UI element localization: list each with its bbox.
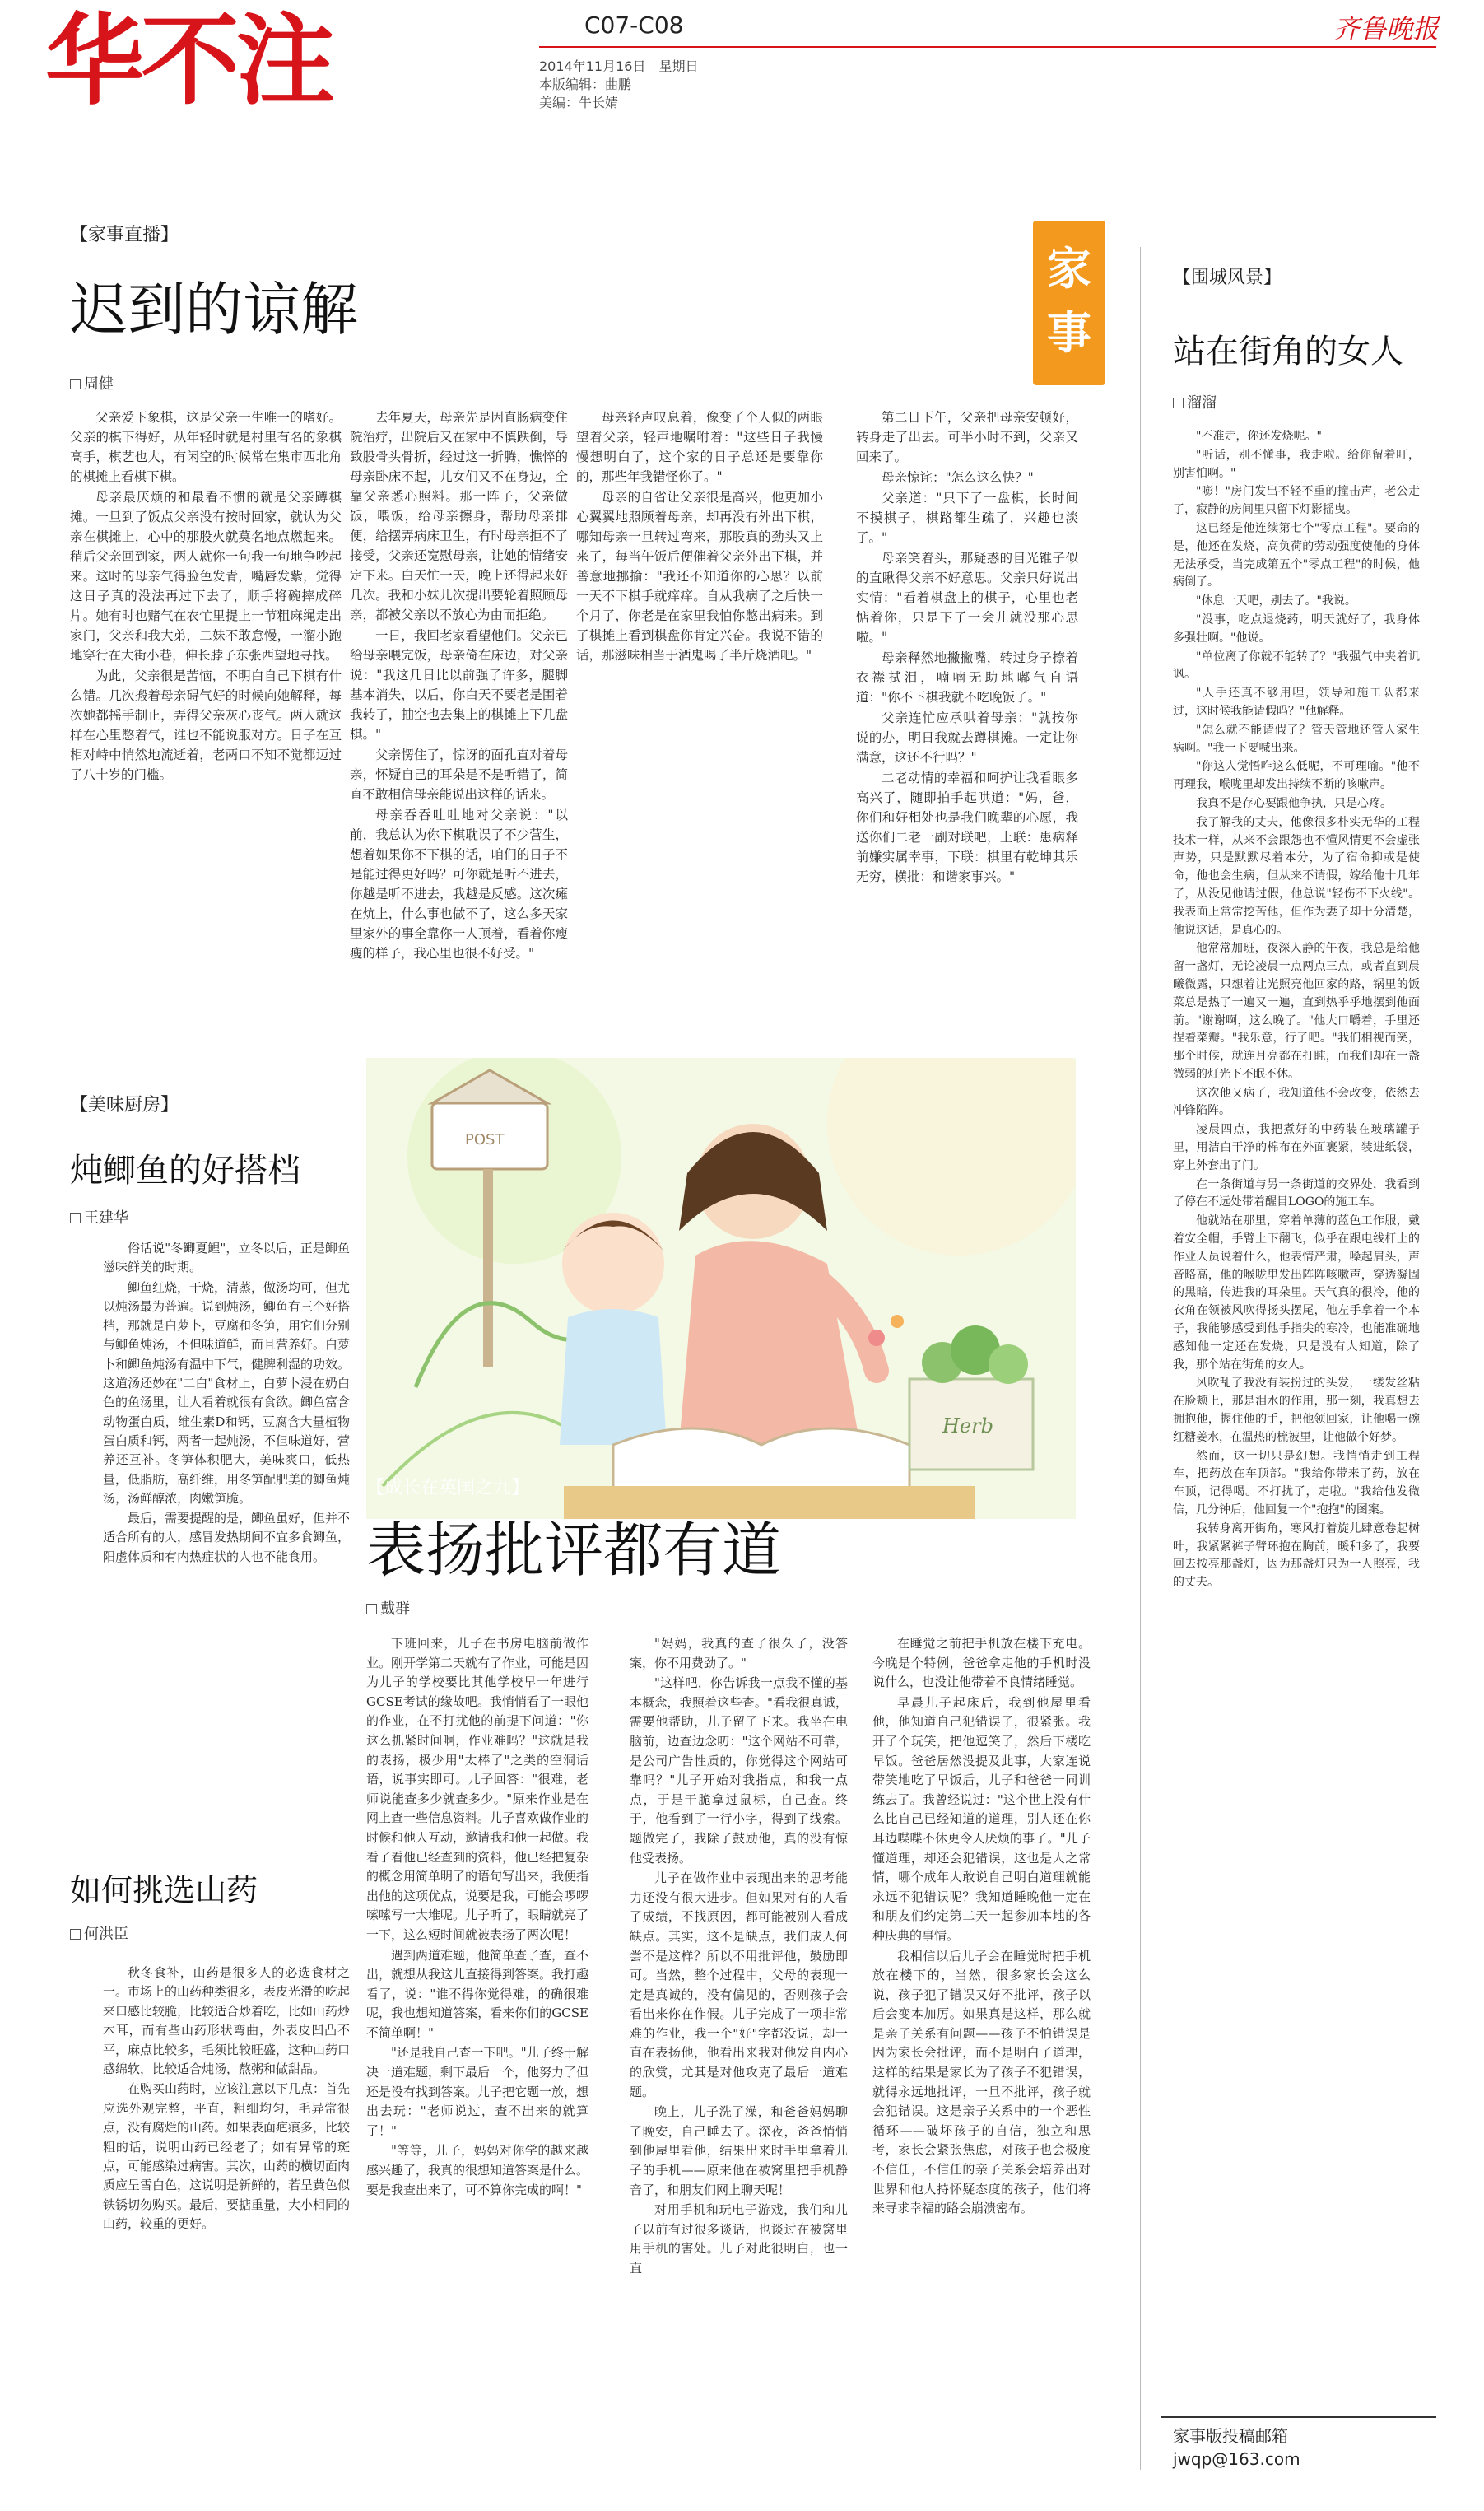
illustration-svg [366, 1058, 1076, 1519]
page-range: C07-C08 [584, 12, 684, 39]
article-column: "妈妈，我真的查了很久了，没答案，你不用费劲了。" "这样吧，你告诉我一点我不懂的基本概念，我照着这些查。"看我很真诚，需要他帮助，儿子留了下来。我坐在电脑前，边查边念叨："这个网站不可靠，是公司广告性质的，你觉得这个网站可靠吗？"儿子开始对我指点，和我一点点，于是干脆拿过鼠标，自己查。终于，他看到了一行小字，得到了线索。题做完了，我除了鼓励他，真的没有惊他受表扬。 儿子在做作业中表现出来的思考能力还没有很大进步。但如果对有的人看了成绩，不找原因，都可能被别人看成缺点。其实，这不是缺点，我们成人何尝不是这样？所以不用批评他，鼓励即可。当然，整个过程中，父母的表现一定是真诚的，没有偏见的，否则孩子会看出来你在作假。儿子完成了一项非常难的作业，我一个"好"字都没说，却一直在表扬他，他看出来我对他发自内心的欣赏，尤其是对他攻克了最后一道难题。 晚上，儿子洗了澡，和爸爸妈妈聊了晚安，自己睡去了。深夜，爸爸悄悄到他屋里看他，结果出来时手里拿着儿子的手机——原来他在被窝里把手机静音了，和朋友们网上聊天呢！ 对用手机和玩电子游戏，我们和儿子以前有过很多谈话，也谈过在被窝里用手机的害处。儿子对此很明白，也一直 [630, 1636, 848, 2276]
family-badge [1033, 221, 1105, 385]
article-column: 在睡觉之前把手机放在楼下充电。今晚是个特例，爸爸拿走他的手机时没说什么，也没让他带着不良情绪睡觉。 早晨儿子起床后，我到他屋里看他，他知道自己犯错误了，很紧张。我开了个玩笑，把他逗笑了，然后下楼吃早饭。爸爸居然没提及此事，大家连说带笑地吃了早饭后，儿子和爸爸一同训练去了。我曾经说过："这个世上没有什么比自己已经知道的道理，别人还在你耳边喋喋不休更令人厌烦的事了。"儿子懂道理，却还会犯错误，这也是人之常情，哪个成年人敢说自己明白道理就能永远不犯错误呢？我知道睡晚他一定在和朋友们约定第二天一起参加本地的各种庆典的事情。 我相信以后儿子会在睡觉时把手机放在楼下的，当然，很多家长会这么说，孩子犯了错误又好不批评，孩子以后会变本加厉。如果真是这样，那么就是亲子关系有问题——孩子不怕错误是因为家长会批评，而不是明白了道理，这样的结果是家长为了孩子不犯错误，就得永远地批评，一旦不批评，孩子就会犯错误。这是亲子关系中的一个恶性循环——破坏孩子的自信，独立和思考，家长会紧张焦虑，对孩子也会极度不信任，不信任的亲子关系会培养出对世界和他人持怀疑态度的孩子，他们将来寻求幸福的路会崩溃密布。 [872, 1636, 1091, 2216]
article-title: 站在街角的女人 [1173, 333, 1403, 370]
byline: 何洪臣 [70, 1922, 128, 1944]
badge-char: 家 [1047, 243, 1091, 295]
newspaper-brand: 齐鲁晚报 [1333, 13, 1440, 44]
editor-credit: 本版编辑：曲鹏 [539, 77, 632, 92]
badge-char: 事 [1047, 307, 1091, 359]
designer-credit: 美编：牛长婧 [539, 95, 619, 110]
byline: 戴群 [366, 1597, 410, 1619]
byline: 王建华 [70, 1206, 128, 1228]
article-column: 下班回来，儿子在书房电脑前做作业。刚开学第二天就有了作业，可能是因为儿子的学校要比其他学校早一年进行GCSE考试的缘故吧。我悄悄看了一眼他的作业，在不打扰他的前提下问道："你这么抓紧时间啊，作业难吗？"这就是我的表扬，极少用"太棒了"之类的空洞话语，说事实即可。儿子回答："很难，老师说能查多少就查多少。"原来作业是在网上查一些信息资料。儿子喜欢做作业的时候和他人互动，邀请我和他一起做。我看了看他已经查到的资料，他已经把复杂的概念用简单明了的语句写出来，我便指出他的这项优点，说要是我，可能会啰啰嗦嗦写一大堆呢。儿子听了，眼睛就亮了一下，这么短时间就被表扬了两次呢！ 遇到两道难题，他简单查了查，查不出，就想从我这儿直接得到答案。我打趣看了，说："谁不得你觉得难，的确很难呢，我也想知道答案，看来你们的GCSE不简单啊！" "还是我自己查一下吧。"儿子终于解决一道难题，剩下最后一个，他努力了但还是没有找到答案。儿子把它题一放，想出去玩："老师说过，查不出来的就算了！" "等等，儿子，妈妈对你学的越来越感兴趣了，我真的很想知道答案是什么。要是我查出来了，可不算你完成的啊！" [366, 1636, 589, 2197]
article-column: 父亲爱下象棋，这是父亲一生唯一的嗜好。父亲的棋下得好，从年轻时就是村里有名的象棋高手，棋艺也大，有闲空的时候常在集市西北角的棋摊上看棋下棋。 母亲最厌烦的和最看不惯的就是父亲蹲棋摊。一旦到了饭点父亲没有按时回家，就认为父亲在棋摊上，心中的那股火就莫名地点燃起来。稍后父亲回到家，两人就你一句我一句地争吵起来。这时的母亲气得脸色发青，嘴唇发紫，觉得这日子真的没法再过下去了，顺手将碗摔成碎片。她有时也赌气在农忙里提上一节粗麻绳走出家门，父亲和我大弟，二妹不敢怠慢，一溜小跑地穿行在大街小巷，伸长脖子东张西望地寻找。 为此，父亲很是苦恼，不明白自己下棋有什么错。几次搬着母亲碍气好的时候向她解释，每次她都摇手制止，弄得父亲灰心丧气。两人就这样在心里憋着气，谁也不能说服对方。日子在互相对峙中悄然地流逝着，老两口不知不觉都迈过了八十岁的门槛。 [70, 410, 342, 782]
article-title: 表扬批评都有道 [366, 1516, 782, 1585]
contact-label: 家事版投稿邮箱 [1173, 2426, 1288, 2446]
page-title: 华不注 [45, 4, 332, 119]
section-tag-kitchen: 【美味厨房】 [70, 1095, 179, 1116]
column-divider [1140, 247, 1141, 2470]
byline: 溜溜 [1173, 391, 1217, 412]
contact-box [1173, 2425, 1300, 2471]
article-column: 俗话说"冬鲫夏鲤"，立冬以后，正是鲫鱼滋味鲜美的时期。 鲫鱼红烧，干烧，清蒸，做汤均可，但尤以炖汤最为普遍。说到炖汤，鲫鱼有三个好搭档，那就是白萝卜，豆腐和冬笋，用它们分别与鲫鱼炖汤，不但味道鲜，而且营养好。白萝卜和鲫鱼炖汤有温中下气，健脾利湿的功效。这道汤还妙在"二白"食材上，白萝卜浸在奶白色的鱼汤里，让人看着就很有食欲。鲫鱼富含动物蛋白质，维生素D和钙，豆腐含大量植物蛋白质和钙，两者一起炖汤，不但味道好，营养还互补。冬笋体积肥大，美味爽口，低热量，低脂肪，高纤维，用冬笋配肥美的鲫鱼炖汤，汤鲜醇浓，肉嫩笋脆。 最后，需要提醒的是，鲫鱼虽好，但并不适合所有的人，感冒发热期间不宜多食鲫鱼，阳虚体质和有内热症状的人也不能食用。 [103, 1241, 351, 1564]
masthead [0, 0, 1484, 165]
section-tag-siege: 【围城风景】 [1173, 268, 1282, 288]
pot-label: Herb [942, 1414, 993, 1437]
mailbox-label: POST [465, 1131, 505, 1148]
article-column: 第二日下午，父亲把母亲安顿好，转身走了出去。可半小时不到，父亲又回来了。 母亲惊诧："怎么这么快？" 父亲道："只下了一盘棋，长时间不摸棋子，棋路都生疏了，兴趣也淡了。" 母亲笑着头，那疑惑的目光锥子似的直瞅得父亲不好意思。父亲只好说出实情："看着棋盘上的棋子，心里也老惦着你，只是下了一会儿就没那心思啦。" 母亲释然地撇撇嘴，转过身子撩着衣襟拭泪，喃喃无助地嘟气自语道："你不下棋我就不吃晚饭了。" 父亲连忙应承哄着母亲："就按你说的办，明日我就去蹲棋摊。一定让你满意，这还不行吗？" 二老动情的幸福和呵护让我看眼多高兴了，随即拍手起哄道："妈，爸，你们和好相处也是我们晚辈的心愿，我送你们二老一副对联吧，上联：患病释前嫌实属幸事，下联：棋里有乾坤其乐无穷，横批：和谐家事兴。" [856, 410, 1078, 884]
section-tag-family: 【家事直播】 [70, 225, 179, 245]
article-column: 去年夏天，母亲先是因直肠病变住院治疗，出院后又在家中不慎跌倒，导致股骨头骨折，经过这一折腾，憔悴的母亲卧床不起，儿女们又不在身边，全靠父亲悉心照料。那一阵子，父亲做饭，喂饭，给母亲擦身，帮助母亲排便，给摆弄病床卫生，有时母亲拒不了接受，父亲还宽慰母亲，让她的情绪安定下来。白天忙一天，晚上还得起来好几次。我和小妹儿次提出要轮着照顾母亲，都被父亲以不放心为由而拒绝。 一日，我回老家看望他们。父亲已给母亲喂完饭，母亲倚在床边，对父亲说："我这几日比以前强了许多，腿脚基本消失，以后，你白天不要老是围着我转了，抽空也去集上的棋摊上下几盘棋。" 父亲愣住了，惊讶的面孔直对着母亲，怀疑自己的耳朵是不是听错了，简直不敢相信母亲能说出这样的话来。 母亲吞吞吐吐地对父亲说："以前，我总认为你下棋耽误了不少营生，想着如果你不下棋的话，咱们的日子不是能过得更好吗？可你就是听不进去，你越是听不进去，我越是反感。这次瘫在炕上，什么事也做不了，这么多天家里家外的事全靠你一人顶着，看着你瘦瘦的样子，我心里也很不好受。" [350, 410, 568, 961]
byline: 周健 [70, 372, 114, 394]
illustration-mother-child [366, 1058, 1076, 1519]
issue-date: 2014年11月16日 星期日 [539, 58, 699, 74]
article-title: 炖鲫鱼的好搭档 [70, 1152, 300, 1190]
contact-rule [1161, 2416, 1436, 2418]
article-title: 如何挑选山药 [70, 1872, 258, 1908]
article-title: 迟到的谅解 [70, 276, 358, 343]
masthead-rule [539, 46, 1436, 48]
article-column: 母亲轻声叹息着，像变了个人似的两眼望着父亲，轻声地嘱咐着："这些日子我慢慢想明白了，这个家的日子总还是要靠你的，那些年我错怪你了。" 母亲的自省让父亲很是高兴，他更加小心翼翼地照顾着母亲，却再没有外出下棋，哪知母亲一旦转过弯来，那股真的劲头又上来了，每当午饭后便催着父亲外出下棋，并善意地挪揄："我还不知道你的心思？以前一天不下棋手就痒痒。自从我病了之后快一个月了，你老是在家里我怕你憋出病来。到了棋摊上看到棋盘你肯定兴奋。我说不错的话，那滋味相当于酒鬼喝了半斤烧酒吧。" [576, 410, 823, 663]
contact-email: jwqp@163.com [1173, 2449, 1300, 2469]
article-column: 秋冬食补，山药是很多人的必选食材之一。市场上的山药种类很多，表皮光滑的吃起来口感比较脆，比较适合炒着吃，比如山药炒木耳，而有些山药形状弯曲，外表皮凹凸不平，麻点比较多，毛须比较旺盛，这种山药口感绵软，比较适合炖汤，熬粥和做甜品。 在购买山药时，应该注意以下几点：首先应选外观完整，平直，粗细均匀，毛异常很点，没有腐烂的山药。如果表面疤痕多，比较粗的话，说明山药已经老了；如有异常的斑点，可能感染过病害。其次，山药的横切面肉质应呈雪白色，这说明是新鲜的，若呈黄色似铁锈切勿购买。最后，要掂重量，大小相同的山药，较重的更好。 [103, 1965, 351, 2232]
section-tag-growth: 【成长在英国之九】 [366, 1478, 530, 1498]
article-column: "不准走，你还发烧呢。" "听话，别不懂事，我走啦。给你留着叮，别害怕啊。" "嘭！"房门发出不轻不重的撞击声，老公走了，寂静的房间里只留下灯影摇曳。 这已经是他连续第七个"零点工程"。要命的是，他还在发烧，高负荷的劳动强度使他的身体无法承受，当完成第五个"零点工程"的时候，他病倒了。 "休息一天吧，别去了。"我说。 "没事，吃点退烧药，明天就好了，我身体多强壮啊。"他说。 "单位离了你就不能转了？"我强气中夹着讥讽。 "人手还真不够用哩，领导和施工队都来过，这时候我能请假吗？"他解释。 "怎么就不能请假了？管天管地还管人家生病啊。"我一下要喊出来。 "你这人觉悟咋这么低呢，不可理喻。"他不再理我，喉咙里却发出持续不断的咳嗽声。 我真不是存心要跟他争执，只是心疼。 我了解我的丈夫，他像很多朴实无华的工程技术一样，从来不会跟怨也不懂风情更不会虚张声势，只是默默尽着本分，为了宿命抑或是使命，他也会生病，但从来不请假，嫁给他十几年了，从没见他请过假，他总说"轻伤不下火线"。我表面上常常挖苦他，但作为妻子却十分清楚，他说这话，是真心的。 他常常加班，夜深人静的午夜，我总是给他留一盏灯，无论凌晨一点两点三点，或者直到晨曦微露，只想着让光照亮他回家的路，锅里的饭菜总是热了一遍又一遍，直到热乎乎地摆到他面前。"谢谢啊，这么晚了。"他大口嚼着，手里还捏着菜瓣。"我乐意，行了吧。"我们相视而笑，那个时候，就连月亮都在打盹，而我们却在一盏微弱的灯光下不眠不休。 这次他又病了，我知道他不会改变，依然去冲锋陷阵。 凌晨四点，我把煮好的中药装在玻璃罐子里，用洁白干净的棉布在外面裹紧，装进纸袋，穿上外套出了门。 在一条街道与另一条街道的交界处，我看到了停在不远处带着醒目LOGO的施工车。 他就站在那里，穿着单薄的蓝色工作服，戴着安全帽，手臂上下翻飞，似乎在跟电线杆上的作业人员说着什么，他表情严肃，嗓起眉头，声音略高，他的喉咙里发出阵阵咳嗽声，穿透凝固的黑暗，传进我的耳朵里。天气真的很冷，他的衣角在领被风吹得扬头摆尾，他左手拿着一个本子，我能够感受到他手指尖的寒冷，也能准确地感知他一定还在发烧，只是没有人知道，除了我，那个站在街角的女人。 风吹乱了我没有装扮过的头发，一缕发丝粘在脸颊上，那是泪水的作用，那一刻，我真想去拥抱他，握住他的手，把他领回家，让他喝一碗红糖姜水，在温热的梳被里，让他做个好梦。 然而，这一切只是幻想。我悄悄走到工程车，把药放在车顶部。"我给你带来了药，放在车顶，记得喝。不打扰了，走啦。"我给他发微信，几分钟后，他回复一个"抱抱"的图案。 我转身离开街角，寒风打着旋儿肆意卷起树叶，我紧紧裤子臂环抱在胸前，暖和多了，我要回去按亮那盏灯，因为那盏灯只为一人照亮，我的丈夫。 [1173, 430, 1420, 1590]
masthead-meta [539, 58, 698, 112]
